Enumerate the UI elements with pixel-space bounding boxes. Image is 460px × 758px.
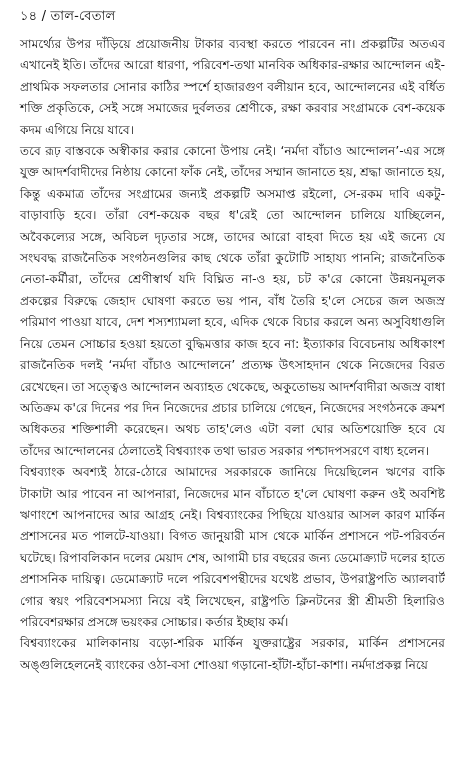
paragraph-1: সামর্থ্যের উপর দাঁড়িয়ে প্রয়োজনীয় টাকার ব্যবস্থা করতে পারবেন না। প্রকল্পটির অতএব এখানেই ইতি। তাঁদের আরো ধারণা, পরিবেশ-তথা মানবিক অধিকার-রক্ষার আন্দোলন এই-প্রাথমিক সফলতার সোনার কাঠির স্পর্শে হাজারগুণ বলীয়ান হবে, আন্দোলনের এই বর্ধিত শক্তি প্রকৃতিকে, সেই সঙ্গে সমাজের দুর্বলতর শ্রেণীকে, রক্ষা করবার সংগ্রামকে বেশ-কয়েক কদম এগিয়ে নিয়ে যাবে। xyxy=(20,37,445,137)
book-page xyxy=(20,8,445,676)
running-head: ১৪ / তাল-বেতাল xyxy=(20,9,116,24)
paragraph-2: তবে রূঢ় বাস্তবকে অস্বীকার করার কোনো উপায় নেই। ‘নর্মদা বাঁচাও আন্দোলন’-এর সঙ্গে যুক্ত আদর্শবাদীদের নিষ্ঠায় কোনো ফাঁক নেই, তাঁদের সম্মান জানাতে হয়, শ্রদ্ধা জানাতে হয়, কিন্তু একমাত্র তাঁদের সংগ্রামের জন্যই প্রকল্পটি অসমাপ্ত রইলো, সে-রকম দাবি একটু-বাড়াবাড়ি হবে। তাঁরা বেশ-কয়েক বছর ধ'রেই তো আন্দোলন চালিয়ে যাচ্ছিলেন, অবৈকল্যের সঙ্গে, অবিচল দৃঢ়তার সঙ্গে, তাদের আরো বাহবা দিতে হয় এই জন্যে যে সংঘবদ্ধ রাজনৈতিক সংগঠনগুলির কাছ থেকে তাঁরা কুটোটি সাহায্য পাননি; রাজনৈতিক নেতা-কর্মীরা, তাঁদের শ্রেণীস্বার্থ যদি বিঘ্নিত না-ও হয়, চট ক'রে কোনো উন্নয়নমূলক প্রকল্পের বিরুদ্ধে জেহাদ ঘোষণা করতে ভয় পান, বাঁধ তৈরি হ'লে সেচের জল অজস্র পরিমাণ পাওয়া যাবে, দেশ শস্যশ্যামলা হবে, এদিক থেকে বিচার করলে অন্য অসুবিধাগুলি নিয়ে তেমন সোচ্চার হওয়া হয়তো বুদ্ধিমত্তার কাজ হবে না: ইত্যাকার বিবেচনায় অধিকাংশ রাজনৈতিক দলই ‘নর্মদা বাঁচাও আন্দোলনে’ প্রত্যক্ষ উৎসাহদান থেকে নিজেদের বিরত রেখেছেন। তা সত্ত্বেও আন্দোলন অব্যাহত থেকেছে, অকুতোভয় আদর্শবাদীরা অজস্র বাধা অতিক্রম ক'রে দিনের পর দিন নিজেদের প্রচার চালিয়ে গেছেন, নিজেদের সংগঠনকে ক্রমশ অধিকতর শক্তিশালী করেছেন। অথচ তাহ'লেও এটা বলা ঘোর অতিশয়োক্তি হবে যে তাঁদের আন্দোলনের ঠেলাতেই বিশ্বব্যাংক তথা ভারত সরকার পশ্চাদপসরণে বাধ্য হলেন। xyxy=(20,144,445,458)
paragraph-4: বিশ্বব্যাংকের মালিকানায় বড়ো-শরিক মার্কিন যুক্তরাষ্ট্রের সরকার, মার্কিন প্রশাসনের অঙ্গুলিহেলনেই ব্যাংকের ওঠা-বসা শোওয়া গড়ানো-হাঁটা-হাঁচা-কাশা। নর্মদাপ্রকল্প নিয়ে xyxy=(20,636,445,672)
paragraph-3: বিশ্বব্যাংক অবশ্যই ঠারে-ঠোরে আমাদের সরকারকে জানিয়ে দিয়েছিলেন ঋণের বাকি টাকাটা আর পাবেন না আপনারা, নিজেদের মান বাঁচাতে হ'লে ঘোষণা করুন ওই অবশিষ্ট ঋণাংশে আপনাদের আর আগ্রহ নেই। বিশ্বব্যাংকের পিছিয়ে যাওয়ার আসল কারণ মার্কিন প্রশাসনের মত পালটে-যাওয়া। বিগত জানুয়ারী মাস থেকে মার্কিন প্রশাসনে পট-পরিবর্তন ঘটেছে। রিপাবলিকান দলের মেয়াদ শেষ, আগামী চার বছরের জন্য ডেমোক্র্যাট দলের হাতে প্রশাসনিক দায়িত্ব। ডেমোক্র্যাট দলে পরিবেশপন্থীদের যথেষ্ট প্রভাব, উপরাষ্ট্রপতি অ্যালবার্ট গোর স্বয়ং পরিবেশসমস্যা নিয়ে বই লিখেছেন, রাষ্ট্রপতি ক্লিনটনের স্ত্রী শ্রীমতী হিলারিও পরিবেশরক্ষার প্রসঙ্গে ভয়ংকর সোচ্চার। কর্তার ইচ্ছায় কর্ম। xyxy=(20,465,445,629)
